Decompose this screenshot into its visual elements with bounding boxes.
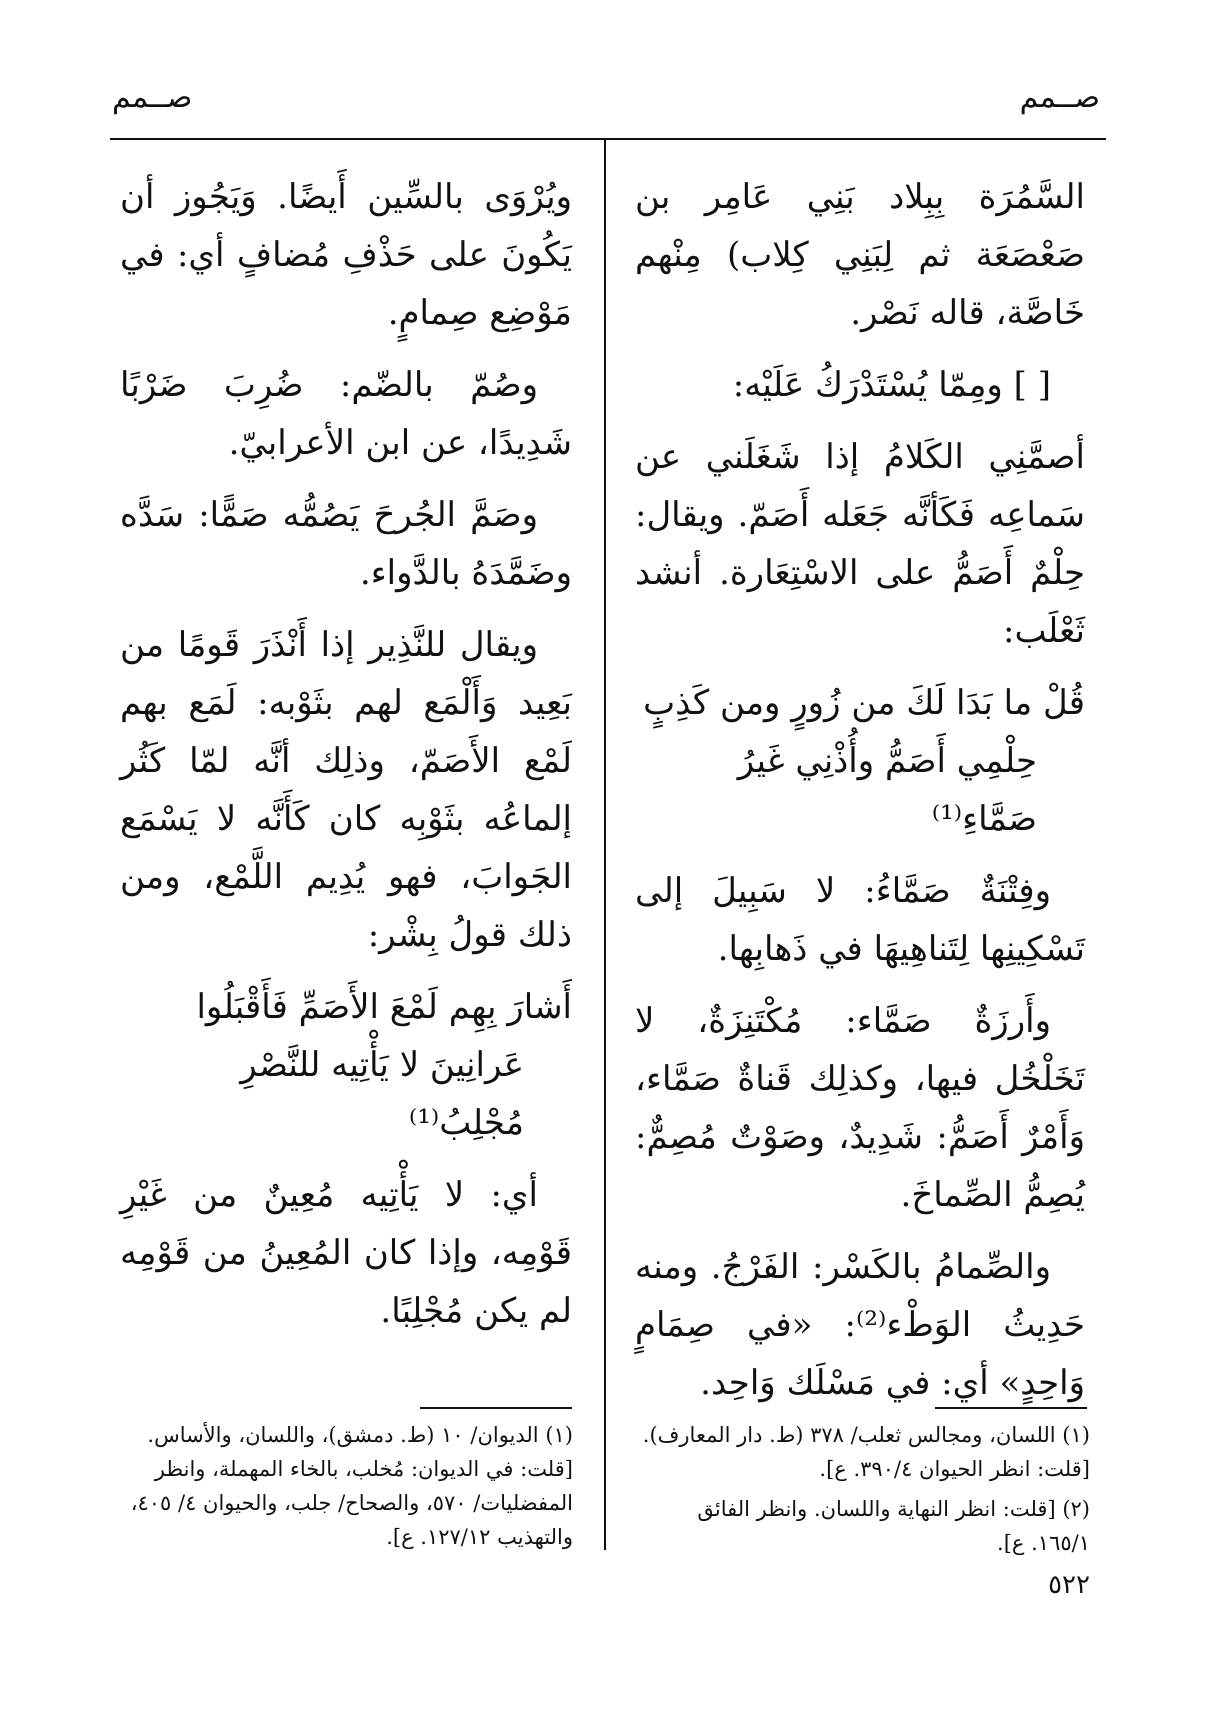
paragraph: السَّمُرَة بِبِلاد بَنِي عَامِر بن صَعْصَعَة ثم لِبَنِي كِلاب) مِنْهم خَاصَّة، قاله نَصْر. — [635, 177, 1085, 333]
verse-line: عَرانِينَ لا يَأْتِيه للنَّصْرِ مُجْلِبُ⁽¹⁾ — [240, 1045, 524, 1143]
paragraph: وصُمّ بالضّم: ضُرِبَ ضَرْبًا شَدِيدًا، عن ابن الأعرابيّ. — [120, 365, 572, 463]
footnote: (٢) [قلت: انظر النهاية واللسان. وانظر الفائق ١٦٥/١. ع]. — [697, 1497, 1090, 1555]
running-header-left: صــمم — [112, 80, 193, 115]
footnote-rule — [935, 1407, 1087, 1409]
running-header-right: صــمم — [1019, 80, 1100, 115]
paragraph: أي: لا يَأْتِيه مُعِينٌ من غَيْرِ قَوْمِه، وإذا كان المُعِينُ من قَوْمِه لم يكن مُجْلِبًا. — [120, 1175, 572, 1331]
header-rule — [110, 138, 1106, 140]
verse — [635, 674, 1085, 848]
footnote: (١) اللسان، ومجالس ثعلب/ ٣٧٨ (ط. دار المعارف). [قلت: انظر الحيوان ٣٩٠/٤. ع]. — [642, 1423, 1090, 1481]
verse-line: قُلْ ما بَدَا لَكَ من زُورٍ ومن كَذِبٍ — [643, 683, 1085, 723]
paragraph: [ ] ومِمّا يُسْتَدْرَكُ عَلَيْه: — [732, 365, 1051, 405]
verse-line: حِلْمِي أَصَمُّ وأُذْنِي غَيرُ صَمَّاءِ⁽¹⁾ — [737, 741, 1037, 839]
verse — [120, 978, 572, 1152]
right-column — [635, 168, 1085, 1426]
footnotes-left — [118, 1418, 573, 1560]
paragraph: وأَرزَةٌ صَمَّاء: مُكْتَنِزَةٌ، لا تَخَلْخُل فيها، وكذلِك قَناةٌ صَمَّاء، وَأَمْرٌ أَصَمُّ: شَدِيدٌ، وصَوْتٌ مُصِمٌّ: يُصِمُّ الصِّماخَ. — [635, 1001, 1085, 1215]
paragraph: أصمَّنِي الكَلامُ إذا شَغَلَني عن سَماعِه فَكَأنَّه جَعَله أَصَمّ. ويقال: حِلْمٌ أَصَمُّ على الاسْتِعَارة. أنشد ثَعْلَب: — [635, 437, 1085, 651]
paragraph: ويقال للنَّذِير إذا أَنْذَرَ قَومًا من بَعِيد وَأَلْمَع لهم بثَوْبه: لَمَع بهم لَمْع الأَصَمّ، وذلِك أنَّه لمّا كَثُر إلماعُه بثَوْبِه كان كَأَنَّه لا يَسْمَع الجَوابَ، فهو يُدِيم اللَّمْع، ومن ذلك قولُ بِشْر: — [120, 625, 572, 955]
column-divider — [604, 140, 606, 1550]
paragraph: وصَمَّ الجُرحَ يَصُمُّه صَمًّا: سَدَّه وضَمَّدَهُ بالدَّواء. — [120, 495, 572, 593]
paragraph: والصِّمامُ بالكَسْر: الفَرْجُ. ومنه حَدِيثُ الوَطْء⁽²⁾: «في صِمَامٍ وَاحِدٍ» أي: في مَسْلَك وَاحِد. — [635, 1247, 1085, 1403]
page-number: ٥٢٢ — [1048, 1570, 1090, 1600]
verse-line: أَشارَ بِهِم لَمْعَ الأَصَمِّ فَأَقْبَلُوا — [196, 987, 572, 1027]
footnote-rule — [420, 1407, 572, 1409]
paragraph: ويُرْوَى بالسِّين أَيضًا. وَيَجُوز أن يَكُونَ على حَذْفِ مُضافٍ أي: في مَوْضِع صِمامٍ. — [120, 177, 572, 333]
footnote: (١) الديوان/ ١٠ (ط. دمشق)، واللسان، والأساس. [قلت: في الديوان: مُخلب، بالخاء المهملة، وانظر المفضليات/ ٥٧٠، والصحاح/ جلب، والحيوان ٤/ ٤٠٥، والتهذيب ١٢٧/١٢. ع]. — [130, 1423, 573, 1549]
paragraph: وفِتْنَةٌ صَمَّاءُ: لا سَبِيلَ إلى تَسْكِينِها لِتَناهِيهَا في ذَهابِها. — [635, 871, 1085, 969]
left-column — [120, 168, 572, 1354]
footnotes-right — [635, 1418, 1090, 1566]
